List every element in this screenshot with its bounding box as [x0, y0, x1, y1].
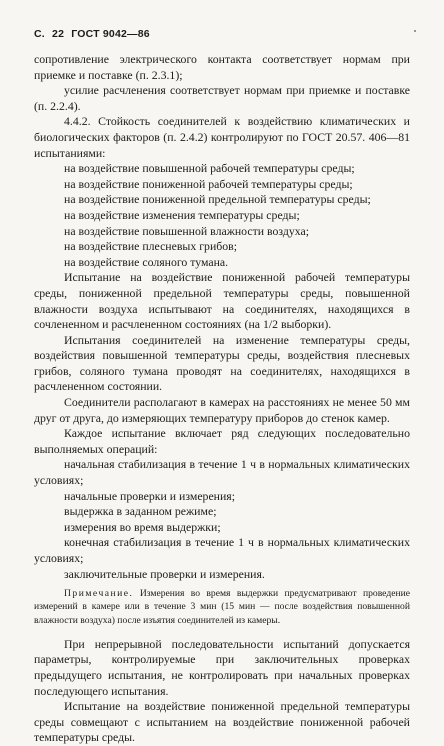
page-number: 22 [52, 28, 65, 40]
note-label: Примечание. [64, 588, 134, 600]
paragraph: сопротивление электрического контакта соответствует нормам при приемке и поставке (п. 2.3.1); [34, 52, 410, 82]
document-body [34, 52, 410, 746]
paragraph: Испытания соединителей на изменение температуры среды, воздействия повышенной температуры среды, воздействия плесневых грибов, соляного тумана проводят на соединителях, находящихся в расчлененном состоянии. [34, 332, 410, 394]
list-item: на воздействие плесневых грибов; [64, 239, 238, 254]
list-item: на воздействие изменения температуры среды; [64, 207, 300, 222]
list-item: на воздействие пониженной предельной температуры среды; [64, 192, 371, 207]
list-item: заключительные проверки и измерения. [64, 566, 265, 581]
list-item: на воздействие повышенной рабочей температуры среды; [64, 161, 355, 176]
paragraph: усилие расчленения соответствует нормам при приемке и поставке (п. 2.2.4). [34, 83, 410, 113]
list-item: на воздействие соляного тумана. [64, 254, 229, 269]
clause-4-4-2: 4.4.2. Стойкость соединителей к воздействию климатических и биологических факторов (п. 2.4.2) контролируют по ГОСТ 20.57. 406—81 испытаниями: [34, 114, 410, 160]
paragraph: При непрерывной последовательности испытаний допускается параметры, контролируемые при заключительных проверках предыдущего испытания, не контролировать при начальных проверках последующего испытания. [34, 636, 410, 698]
note-text: Измерения во время выдержки предусматривают проведение измерений в камере или в течение 3 мин (15 мин — после воздействия повышенной влажности воздуха) после изъятия соединителей из камеры. [34, 588, 410, 626]
scan-speck [414, 30, 416, 32]
page-letter: С. [34, 28, 45, 40]
page-header [34, 28, 154, 40]
paragraph: Испытание на воздействие пониженной предельной температуры среды совмещают с испытанием на воздействие пониженной рабочей температуры среды. [34, 699, 410, 745]
list-item: измерения во время выдержки; [64, 519, 221, 534]
paragraph: Каждое испытание включает ряд следующих последовательно выполняемых операций: [34, 426, 410, 456]
list-item: начальные проверки и измерения; [64, 488, 236, 503]
paragraph: Соединители располагают в камерах на расстояниях не менее 50 мм друг от друга, до измеряющих температуру приборов до стенок камер. [34, 395, 410, 425]
paragraph: Испытание на воздействие пониженной рабочей температуры среды, пониженной предельной температуры среды, повышенной влажности воздуха испытывают на соединителях, находящихся в сочлененном и расчлененном состояниях (на 1/2 выборки). [34, 270, 410, 332]
list-item: на воздействие повышенной влажности воздуха; [64, 223, 309, 238]
standard-code: ГОСТ 9042—86 [71, 28, 150, 40]
note [34, 587, 410, 627]
list-item: на воздействие пониженной рабочей температуры среды; [64, 176, 353, 191]
list-item: начальная стабилизация в течение 1 ч в нормальных климатических условиях; [34, 457, 410, 488]
list-item: выдержка в заданном режиме; [64, 504, 217, 519]
list-item: конечная стабилизация в течение 1 ч в нормальных климатических условиях; [34, 535, 410, 565]
